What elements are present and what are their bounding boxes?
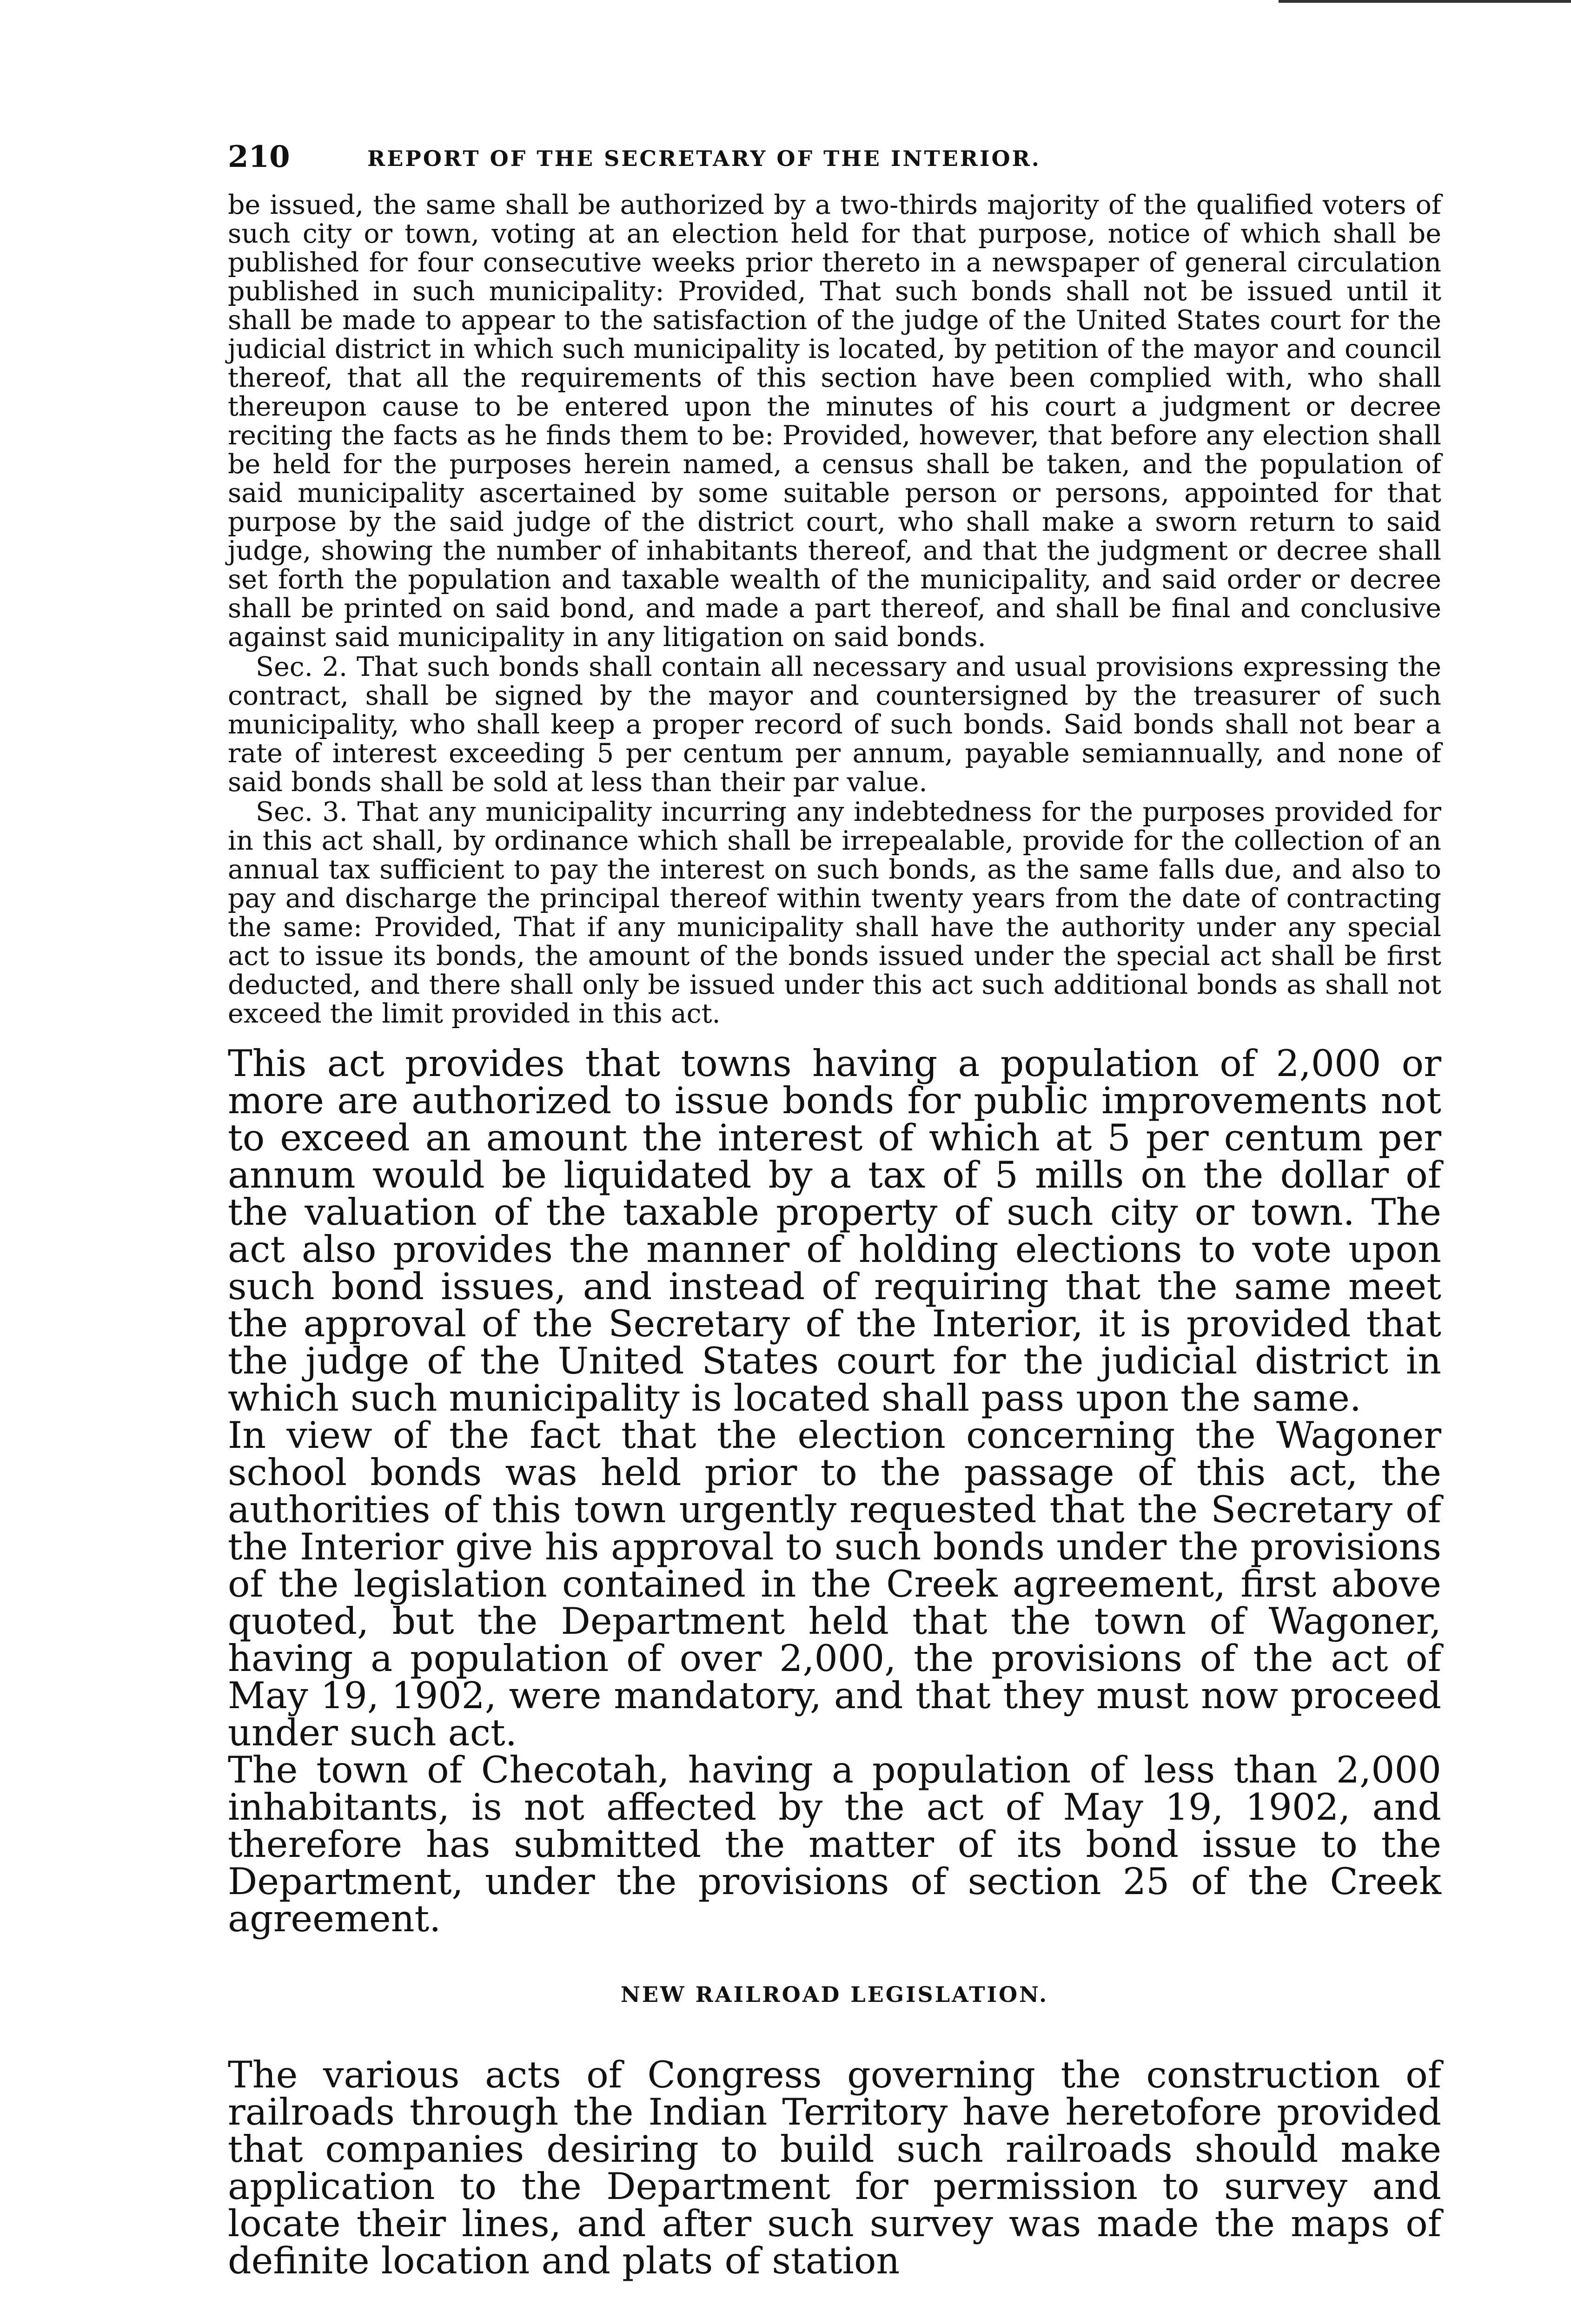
running-title: REPORT OF THE SECRETARY OF THE INTERIOR. [367,146,1041,171]
page-header [228,139,1441,191]
body-text [228,1042,1441,1940]
quoted-act [228,191,1441,1028]
body-paragraph-3: The town of Checotah, having a population of less than 2,000 inhabitants, is not affected by the act of May 19, 1902, and therefore has submitted the matter of its bond issue to the Department, under the provisions of section 25 of the Creek agreement. [228,1749,1441,1940]
page-number: 210 [228,139,290,174]
quoted-act-section-3: Sec. 3. That any municipality incurring any indebtedness for the purposes provided for in this act shall, by ordinance which shall be irrepealable, provide for the collection of an annual tax sufficient to pay the interest on such bonds, as the same falls due, and also to pay and discharge the principal thereof within twenty years from the date of contracting the same: Provided, That if any municipality shall have the authority under any special act to issue its bonds, the amount of the bonds issued under the special act shall be first deducted, and there shall only be issued under this act such additional bonds as shall not exceed the limit provided in this act. [228,797,1441,1029]
quoted-act-section-2: Sec. 2. That such bonds shall contain all necessary and usual provisions expressing the contract, shall be signed by the mayor and countersigned by the treasurer of such municipality, who shall keep a proper record of such bonds. Said bonds shall not bear a rate of interest exceeding 5 per centum per annum, payable semiannually, and none of said bonds shall be sold at less than their par value. [228,652,1441,798]
body-paragraph-2: In view of the fact that the election concerning the Wagoner school bonds was held prior to the passage of this act, the authorities of this town urgently requested that the Secretary of the Interior give his approval to such bonds under the provisions of the legislation contained in the Creek agreement, first above quoted, but the Department held that the town of Wagoner, having a population of over 2,000, the provisions of the act of May 19, 1902, were mandatory, and that they must now proceed under such act. [228,1414,1441,1754]
top-edge-rule [1279,0,1571,3]
quoted-act-continuation: be issued, the same shall be authorized by a two-thirds majority of the qualified voters of such city or town, voting at an election held for that purpose, notice of which shall be published for four consecutive weeks prior thereto in a newspaper of general circulation published in such municipality: Provided, That such bonds shall not be issued until it shall be made to appear to the satisfaction of the judge of the United States court for the judicial district in which such municipality is located, by petition of the mayor and council thereof, that all the requirements of this section have been complied with, who shall thereupon cause to be entered upon the minutes of his court a judgment or decree reciting the facts as he finds them to be: Provided, however, that before any election shall be held for the purposes herein named, a census shall be taken, and the population of said municipality ascertained by some suitable person or persons, appointed for that purpose by the said judge of the district court, who shall make a sworn return to said judge, showing the number of inhabitants thereof, and that the judgment or decree shall set forth the population and taxable wealth of the municipality, and said order or decree shall be printed on said bond, and made a part thereof, and shall be final and conclusive against said municipality in any litigation on said bonds. [228,190,1441,653]
body-paragraph-1: This act provides that towns having a population of 2,000 or more are authorized to issue bonds for public improvements not to exceed an amount the interest of which at 5 per centum per annum would be liquidated by a tax of 5 mills on the dollar of the valuation of the taxable property of such city or town. The act also provides the manner of holding elections to vote upon such bond issues, and instead of requiring that the same meet the approval of the Secretary of the Interior, it is provided that the judge of the United States court for the judicial district in which such municipality is located shall pass upon the same. [228,1042,1441,1419]
section-paragraph-1: The various acts of Congress governing the construction of railroads through the Indian Territory have heretofore provided that companies desiring to build such railroads should make application to the Department for permission to survey and locate their lines, and after such survey was made the maps of definite location and plats of station [228,2053,1441,2282]
document-page [228,139,1441,2282]
section-heading: NEW RAILROAD LEGISLATION. [620,1982,1049,2007]
